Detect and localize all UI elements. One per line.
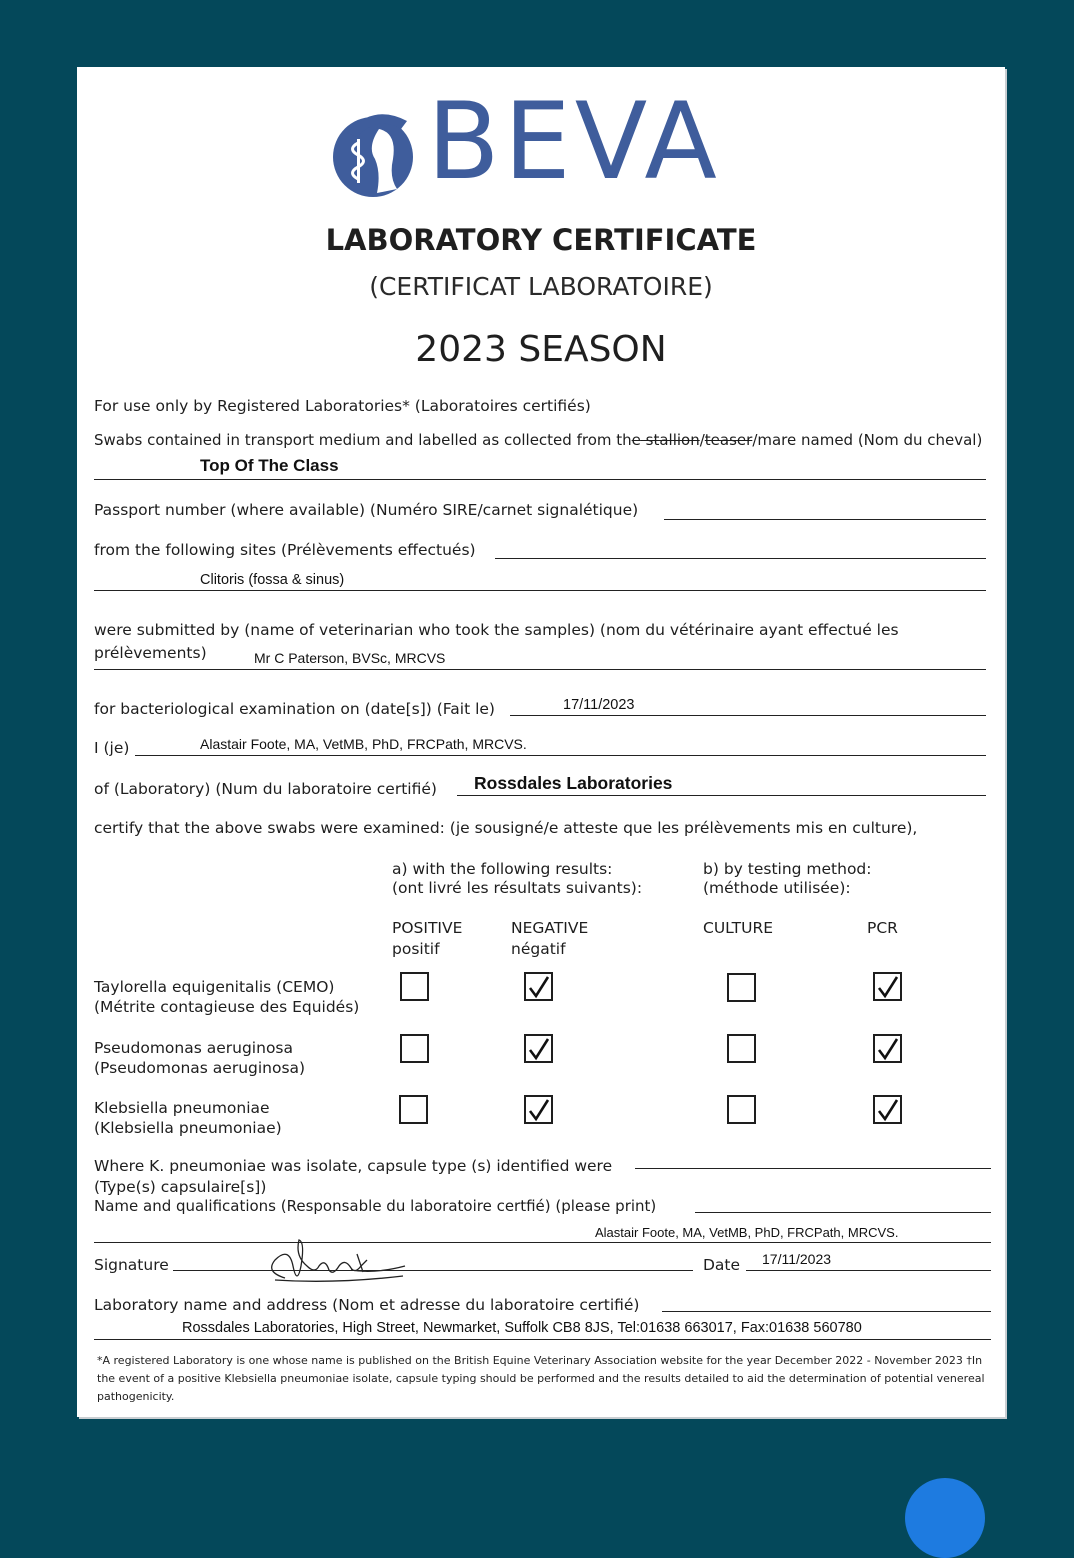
pcr-checkbox[interactable] — [873, 1034, 902, 1063]
signature-line — [173, 1270, 693, 1271]
checkmark-icon — [528, 1098, 550, 1122]
test-name: Pseudomonas aeruginosa — [94, 1039, 293, 1057]
culture-checkbox[interactable] — [727, 1095, 756, 1124]
col-positive-fr: positif — [392, 940, 440, 958]
col-pcr: PCR — [867, 919, 898, 937]
test-name-fr: (Métrite contagieuse des Equidés) — [94, 998, 360, 1016]
date-label: Date — [703, 1256, 741, 1274]
capsule-label-1: Where K. pneumoniae was isolate, capsule type (s) identified were — [94, 1157, 613, 1175]
col-negative: NEGATIVE — [511, 919, 589, 937]
exam-date-value: 17/11/2023 — [563, 697, 635, 713]
i-je-value: Alastair Foote, MA, VetMB, PhD, FRCPath, MRCVS. — [200, 736, 527, 752]
passport-label: Passport number (where available) (Numéro SIRE/carnet signalétique) — [94, 501, 639, 519]
sites-line-2 — [94, 590, 986, 591]
culture-checkbox[interactable] — [727, 973, 756, 1002]
horse-name-value: Top Of The Class — [200, 456, 339, 475]
name-qual-line-2 — [94, 1242, 991, 1243]
checkmark-icon — [528, 975, 550, 999]
sites-label: from the following sites (Prélèvements effectués) — [94, 541, 476, 559]
col-culture: CULTURE — [703, 919, 774, 937]
laboratory-label: of (Laboratory) (Num du laboratoire certifié) — [94, 780, 437, 798]
swabs-label: Swabs contained in transport medium and labelled as collected from the stallion/teaser/mare named (Nom du cheval) — [94, 431, 983, 449]
sites-value: Clitoris (fossa & sinus) — [200, 572, 345, 588]
test-name: Taylorella equigenitalis (CEMO) — [94, 978, 335, 996]
lab-address-label: Laboratory name and address (Nom et adresse du laboratoire certifié) — [94, 1296, 640, 1314]
negative-checkbox[interactable] — [524, 1095, 553, 1124]
beva-logo — [327, 80, 777, 210]
beva-emblem-icon — [327, 103, 419, 203]
laboratory-line — [457, 795, 986, 796]
submitted-label-1: were submitted by (name of veterinarian who took the samples) (nom du vétérinaire ayant effectué les — [94, 621, 899, 639]
signature-date-value: 17/11/2023 — [762, 1251, 832, 1267]
beva-logo-text: BEVA — [427, 80, 721, 203]
col-positive: POSITIVE — [392, 919, 463, 937]
i-je-line — [135, 755, 986, 756]
lab-address-line-1 — [662, 1311, 991, 1312]
lab-address-value: Rossdales Laboratories, High Street, Newmarket, Suffolk CB8 8JS, Tel:01638 663017, Fax:01638 560780 — [182, 1320, 862, 1336]
intro-text: For use only by Registered Laboratories* (Laboratoires certifiés) — [94, 397, 591, 415]
capsule-line — [635, 1168, 991, 1169]
certificate-title: LABORATORY CERTIFICATE — [325, 223, 757, 257]
method-header-1: b) by testing method: — [703, 860, 872, 878]
col-negative-fr: négatif — [511, 940, 566, 958]
positive-checkbox[interactable] — [400, 972, 429, 1001]
certify-text: certify that the above swabs were examined: (je sousigné/e atteste que les prélèvements mis en culture), — [94, 819, 918, 837]
checkmark-icon — [528, 1037, 550, 1061]
culture-checkbox[interactable] — [727, 1034, 756, 1063]
checkmark-icon — [877, 1098, 899, 1122]
laboratory-value: Rossdales Laboratories — [474, 773, 673, 793]
checkmark-icon — [877, 1037, 899, 1061]
negative-checkbox[interactable] — [524, 1034, 553, 1063]
certificate-subtitle: (CERTIFICAT LABORATOIRE) — [369, 272, 713, 301]
positive-checkbox[interactable] — [400, 1034, 429, 1063]
results-header-2: (ont livré les résultats suivants): — [392, 879, 643, 897]
veterinarian-line — [94, 669, 986, 670]
passport-line — [664, 519, 986, 520]
pcr-checkbox[interactable] — [873, 972, 902, 1001]
results-header-1: a) with the following results: — [392, 860, 613, 878]
i-je-label: I (je) — [94, 739, 130, 757]
exam-date-line — [510, 715, 986, 716]
checkmark-icon — [877, 975, 899, 999]
horse-name-line — [94, 479, 986, 480]
date-line — [746, 1270, 991, 1271]
method-header-2: (méthode utilisée): — [703, 879, 851, 897]
signature-label: Signature — [94, 1256, 169, 1274]
certificate-page — [77, 67, 1005, 1417]
exam-date-label: for bacteriological examination on (date[s]) (Fait le) — [94, 700, 495, 718]
name-qual-value: Alastair Foote, MA, VetMB, PhD, FRCPath, MRCVS. — [595, 1225, 899, 1240]
sites-line-1 — [495, 558, 986, 559]
name-qual-line-1 — [695, 1212, 991, 1213]
positive-checkbox[interactable] — [399, 1095, 428, 1124]
lab-address-line-2 — [94, 1339, 991, 1340]
negative-checkbox[interactable] — [524, 972, 553, 1001]
test-name-fr: (Klebsiella pneumoniae) — [94, 1119, 282, 1137]
capsule-label-2: (Type(s) capsulaire[s]) — [94, 1178, 267, 1196]
name-qual-label: Name and qualifications (Responsable du laboratoire certfié) (please print) — [94, 1197, 657, 1215]
footnote: *A registered Laboratory is one whose name is published on the British Equine Veterinary Association website for the year December 2022 - November 2023 †In the event of a positive Klebsiella pneumoniae isolate, capsule typing should be performed and the results detailed to aid the determination of potential venereal pathogenicity. — [97, 1354, 985, 1403]
test-name-fr: (Pseudomonas aeruginosa) — [94, 1059, 306, 1077]
season-title: 2023 SEASON — [415, 329, 667, 370]
veterinarian-value: Mr C Paterson, BVSc, MRCVS — [254, 650, 446, 666]
pcr-checkbox[interactable] — [873, 1095, 902, 1124]
test-name: Klebsiella pneumoniae — [94, 1099, 270, 1117]
submitted-label-2: prélèvements) — [94, 644, 207, 662]
floating-action-button[interactable] — [905, 1478, 985, 1558]
signature-image — [255, 1236, 415, 1288]
